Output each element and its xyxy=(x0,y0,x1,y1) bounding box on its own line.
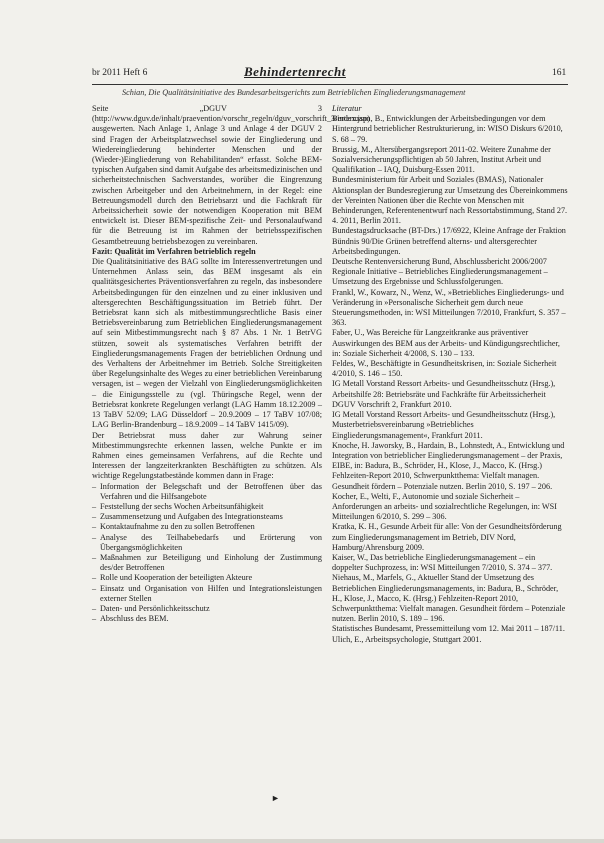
reference-entry: IG Metall Vorstand Ressort Arbeits- und Gesundheitsschutz (Hrsg.), Musterbetriebsvereinbarung »Betriebliches Eingliederungsmanagement«, Frankfurt 2011. xyxy=(332,410,556,440)
running-subtitle: Schian, Die Qualitätsinitiative des Bundesarbeitsgerichts zum Betrieblichen Eingliederungsmanagement xyxy=(122,88,466,97)
continue-mark: ► xyxy=(271,793,280,803)
reference-entry: Bundestagsdrucksache (BT-Drs.) 17/6922, Kleine Anfrage der Fraktion Bündnis 90/Die Grünen betreffend alterns- und altersgerechter Arbeitsbedingungen. xyxy=(332,226,566,256)
reference-entry: Kaiser, W., Das betriebliche Eingliederungsmanagement – ein doppelter Suchprozess, in: WSI Mitteilungen 7/2010, S. 374 – 377. xyxy=(332,552,553,573)
measure-list xyxy=(92,482,322,625)
list-item: – Analyse des Teilhabebedarfs und Erörterung von Übergangsmöglichkeiten xyxy=(92,533,322,553)
reference-entry: Bundesministerium für Arbeit und Soziales (BMAS), Nationaler Aktionsplan der Bundesregierung zur Umsetzung des Übereinkommens der Vereinten Nationen über die Rechte von Menschen mit Behinderungen, Referentenentwurf nach Ressortabstimmung, Stand 27. 4. 2011, Berlin 2011. xyxy=(332,175,568,226)
list-item: – Daten- und Persönlichkeitsschutz xyxy=(92,604,322,614)
reference-entry: Kocher, E., Welti, F., Autonomie und soziale Sicherheit – Anforderungen an arbeits- und sozialrechtliche Regelungen, in: WSI Mitteilungen 6/2010, S. 299 – 306. xyxy=(332,491,557,522)
reference-entry: Niehaus, M., Marfels, G., Aktueller Stand der Umsetzung des Betrieblichen Eingliederungsmanagements, in: Badura, B., Schröder, H., Klose, J., Macco, K. (Hrsg.) Fehlzeiten-Report 2010, Schwerpunktthema: Vielfalt managen. Gesundheit fördern – Potenziale nutzen. Berlin 2010, S. 189 – 196. xyxy=(332,573,566,624)
intro-paragraph: Seite „DGUV 3 (http://www.dguv.de/inhalt/praevention/vorschr_regeln/dguv_vorschrift_3/index.jsp) ausgewerten. Nach Anlage 1, Anlage 3 und Anlage 4 der DGUV 2 sind Fragen der Arbeitsplatzwechsel sowie der Eingliederung und Wiedereingliederung behinderter Menschen und der (Wieder-)Eingliederung von Rehabilitanden“ erfasst. Solche BEM-typischen Aufgaben sind damit Aufgabe des arbeitsmedizinischen und sicherheitstechnischen Sachverstandes, worüber die Eingrenzung zwischen Arbeitgeber und den Arbeitnehmern, in der Regel: eine Betreuungsmodell durch den Betriebsarzt und die Fachkraft für Arbeitssicherheit sowie der notwendigen Kooperation mit BEM entwickelt ist. Dieser BEM-spezifische Zeit- und Personalaufwand für die Betreuung ist im Rahmen der betriebsspezifischen Gesamtbetreuung betriebsbezogen zu vereinbaren. xyxy=(92,104,370,246)
body-paragraph: Der Betriebsrat muss daher zur Wahrung seiner Mitbestimmungsrechte erkennen lassen, welche Punkte er im Rahmen eines gemeinsamen Verfahrens, auf die Rechte und Interessen der langzeiterkrankten Beschäftigten zu schützen. Als wichtige Regelungstatbestände kommen dann in Frage: xyxy=(92,430,322,481)
literature-heading: Literatur xyxy=(332,104,362,113)
reference-entry: Frankl, W., Kowarz, N., Wenz, W., »Betriebliches Eingliederungs- und Veränderung in »Personalische Sicherheit gem durch neue Steuerungsmethoden, in: WSI Mitteilungen 7/2010, Frankfurt, S. 357 – 363. xyxy=(332,287,566,328)
reference-entry: Kratka, K. H., Gesunde Arbeit für alle: Von der Gesundheitsförderung zum Eingliederungsmanagement im Betrieb, DIV Nord, Hamburg/Ahrensburg 2009. xyxy=(332,522,562,552)
reference-entry: IG Metall Vorstand Ressort Arbeits- und Gesundheitsschutz (Hrsg.), Arbeitshilfe 28: Betriebsräte und Fachkräfte für Arbeitssicherheit DGUV Vorschrift 2, Frankfurt 2010. xyxy=(332,379,556,409)
list-item: – Einsatz und Organisation von Hilfen und Integrationsleistungen externer Stellen xyxy=(92,584,322,604)
section-heading: Fazit: Qualität im Verfahren betrieblich regeln xyxy=(92,246,256,256)
page-edge xyxy=(0,839,604,843)
list-item: – Maßnahmen zur Beteiligung und Einholung der Zustimmung des/der Betroffenen xyxy=(92,553,322,573)
reference-entry: Knoche, H. Jaworsky, B., Hardain, B., Lohnstedt, A., Entwicklung und Integration von betrieblicher Eingliederungsmanagement – der Praxis, EIBE, in: Badura, B., Schröder, H., Klose, J., Macco, K. (Hrsg.) Fehlzeiten-Report 2010, Schwerpunktthema: Vielfalt managen. Gesundheit fördern – Potenziale nutzen. Berlin 2010, S. 197 – 206. xyxy=(332,440,565,491)
right-column xyxy=(332,104,568,645)
reference-entry: Ulich, E., Arbeitspsychologie, Stuttgart 2001. xyxy=(332,634,482,644)
list-item: – Zusammensetzung und Aufgaben des Integrationsteams xyxy=(92,512,322,522)
page-number: 161 xyxy=(552,68,567,78)
list-item: – Feststellung der sechs Wochen Arbeitsunfähigkeit xyxy=(92,502,322,512)
list-item: – Abschluss des BEM. xyxy=(92,614,322,624)
reference-entry: Brussig, M., Altersübergangsreport 2011-02. Weitere Zunahme der Sozialversicherungspflichtigen ab 50 Jahren, Institut Arbeit und Qualifikation – IAQ, Duisburg-Essen 2011. xyxy=(332,144,551,175)
reference-entry: Deutsche Rentenversicherung Bund, Abschlussbericht 2006/2007 Regionale Initiative – Betriebliches Eingliederungsmanagement – Umsetzung des Ergebnisse und Schlussfolgerungen. xyxy=(332,257,548,287)
issue-label: br 2011 Heft 6 xyxy=(92,68,148,78)
header-rule xyxy=(92,84,568,85)
reference-entry: Feldes, W., Beschäftigte in Gesundheitskrisen, in: Soziale Sicherheit 4/2010, S. 146 – 150. xyxy=(332,359,557,379)
reference-entry: Faber, U., Was Bereiche für Langzeitkranke aus präventiver Auswirkungen des BEM aus der Arbeits- und Kündigungsrechtlicher, in: Soziale Sicherheit 4/2008, S. 130 – 133. xyxy=(332,328,560,358)
body-paragraph: Die Qualitätsinitiative des BAG sollte im Interessenvertretungen und Unternehmen Anlass sein, das BEM insgesamt als ein qualitätsgesichertes Präventionsverfahren zu regeln, das insbesondere Arbeitsbedingungen für den einzelnen und zu einer inklusiven und altersgerechten Beschäftigungssituation im Betrieb führt. Der Betriebsrat kann sich als mitbestimmungsrechtliche Basis einer Betriebsvereinbarung zum Betrieblichen Eingliederungsmanagement auf sein Mitbestimmungsrecht nach § 87 Abs. 1 Nr. 1 BetrVG stützen, soweit als systematisches Verfahren betrifft der Eingliederungsmanagements Fragen der betrieblichen Ordnung und des Verhaltens der Arbeitnehmer im Betrieb. Solche Streitigkeiten über Regelungsinhalte des Weges zu einer betrieblichen Vereinbarung versagen, ist – wegen der Vielzahl von Eingliederungsmöglichkeiten – die Einigungsstelle zu (vgl. Thüringsche Regel, wenn der Betriebsrat konkrete Regelungen verlangt (LAG Hamm 18.12.2009 – 13 TaBV 52/09; LAG Düsseldorf – 20.9.2009 – 17 TaBV 107/08; LAG Berlin-Brandenburg – 18.9.2009 – 14 TaBV 1415/09). xyxy=(92,257,322,430)
list-item: – Information der Belegschaft und der Betroffenen über das Verfahren und die Hilfsangebote xyxy=(92,482,322,502)
reference-entry: Statistisches Bundesamt, Pressemitteilung vom 12. Mai 2011 – 187/11. xyxy=(332,624,565,634)
journal-title: Behindertenrecht xyxy=(244,64,346,79)
reference-entry: Bertermann, B., Entwicklungen der Arbeitsbedingungen vor dem Hintergrund betrieblicher Restrukturierung, in: WISO Diskurs 6/2010, S. 68 – 79. xyxy=(332,114,563,144)
list-item: – Rolle und Kooperation der beteiligten Akteure xyxy=(92,573,322,583)
list-item: – Kontaktaufnahme zu den zu sollen Betroffenen xyxy=(92,522,322,532)
